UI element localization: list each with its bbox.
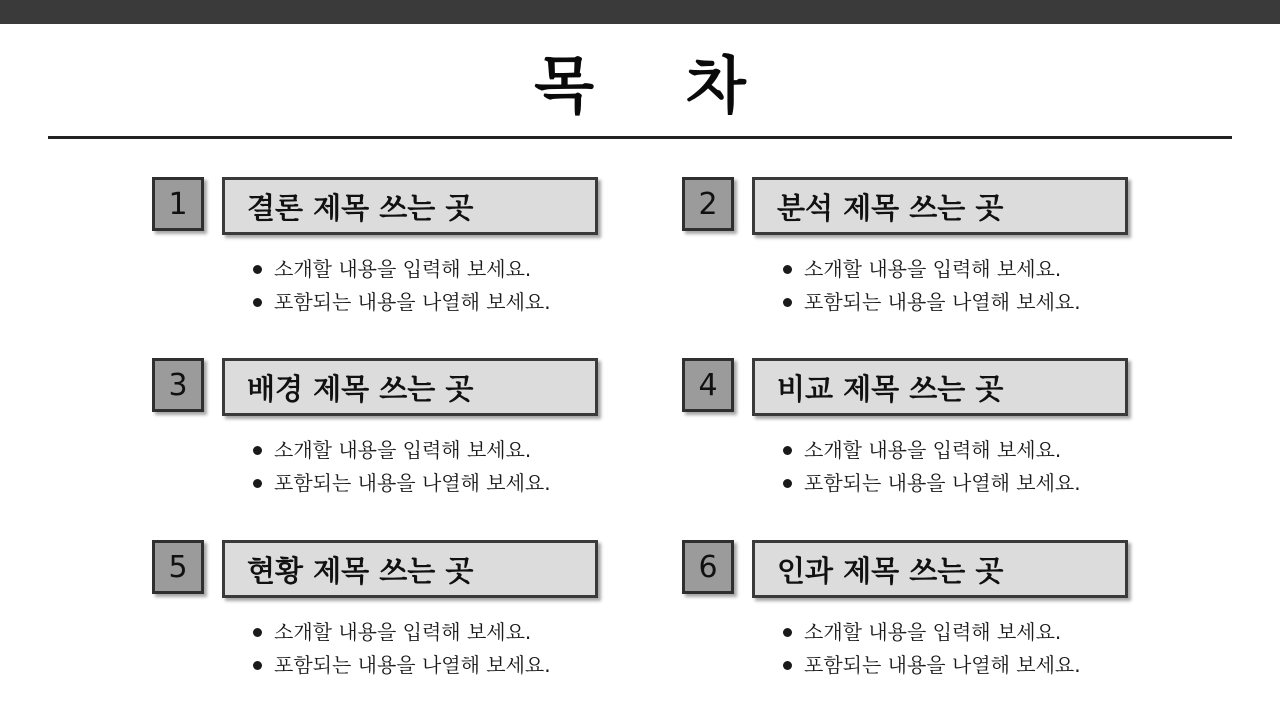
bullet-item: 포함되는 내용을 나열해 보세요. [782, 286, 1081, 319]
bullet-dot-icon [783, 628, 792, 637]
section-bullet-list [252, 434, 551, 500]
bullet-dot-icon [253, 628, 262, 637]
toc-section-6 [682, 540, 1162, 680]
title-divider [48, 136, 1232, 139]
bullet-dot-icon [783, 661, 792, 670]
section-number-box: 4 [682, 358, 734, 412]
section-bullet-list [782, 616, 1081, 682]
bullet-item: 소개할 내용을 입력해 보세요. [782, 434, 1081, 467]
toc-section-2 [682, 177, 1162, 317]
section-bullet-list [252, 253, 551, 319]
toc-section-3 [152, 358, 632, 498]
bullet-item: 소개할 내용을 입력해 보세요. [252, 616, 551, 649]
bullet-dot-icon [253, 298, 262, 307]
page-title [0, 46, 1280, 126]
bullet-item: 포함되는 내용을 나열해 보세요. [252, 649, 551, 682]
section-bullet-list [252, 616, 551, 682]
toc-section-5 [152, 540, 632, 680]
section-heading: 결론 제목 쓰는 곳 [222, 177, 598, 235]
section-bullet-list [782, 253, 1081, 319]
bullet-item: 포함되는 내용을 나열해 보세요. [782, 649, 1081, 682]
bullet-item: 소개할 내용을 입력해 보세요. [252, 253, 551, 286]
section-number-box: 3 [152, 358, 204, 412]
bullet-dot-icon [253, 265, 262, 274]
bullet-item: 포함되는 내용을 나열해 보세요. [782, 467, 1081, 500]
toc-section-1 [152, 177, 632, 317]
bullet-item: 소개할 내용을 입력해 보세요. [782, 616, 1081, 649]
section-heading: 분석 제목 쓰는 곳 [752, 177, 1128, 235]
bullet-item: 소개할 내용을 입력해 보세요. [782, 253, 1081, 286]
section-bullet-list [782, 434, 1081, 500]
title-part-1: 목 [534, 49, 594, 122]
section-heading: 배경 제목 쓰는 곳 [222, 358, 598, 416]
toc-section-4 [682, 358, 1162, 498]
bullet-dot-icon [253, 661, 262, 670]
section-number-box: 6 [682, 540, 734, 594]
bullet-dot-icon [783, 446, 792, 455]
section-number-box: 5 [152, 540, 204, 594]
section-number-box: 1 [152, 177, 204, 231]
bullet-dot-icon [253, 446, 262, 455]
top-bar [0, 0, 1280, 24]
bullet-dot-icon [253, 479, 262, 488]
bullet-dot-icon [783, 479, 792, 488]
bullet-dot-icon [783, 298, 792, 307]
bullet-item: 포함되는 내용을 나열해 보세요. [252, 467, 551, 500]
section-heading: 현황 제목 쓰는 곳 [222, 540, 598, 598]
section-number-box: 2 [682, 177, 734, 231]
section-heading: 비교 제목 쓰는 곳 [752, 358, 1128, 416]
bullet-dot-icon [783, 265, 792, 274]
section-heading: 인과 제목 쓰는 곳 [752, 540, 1128, 598]
bullet-item: 포함되는 내용을 나열해 보세요. [252, 286, 551, 319]
bullet-item: 소개할 내용을 입력해 보세요. [252, 434, 551, 467]
title-part-2: 차 [686, 49, 746, 122]
